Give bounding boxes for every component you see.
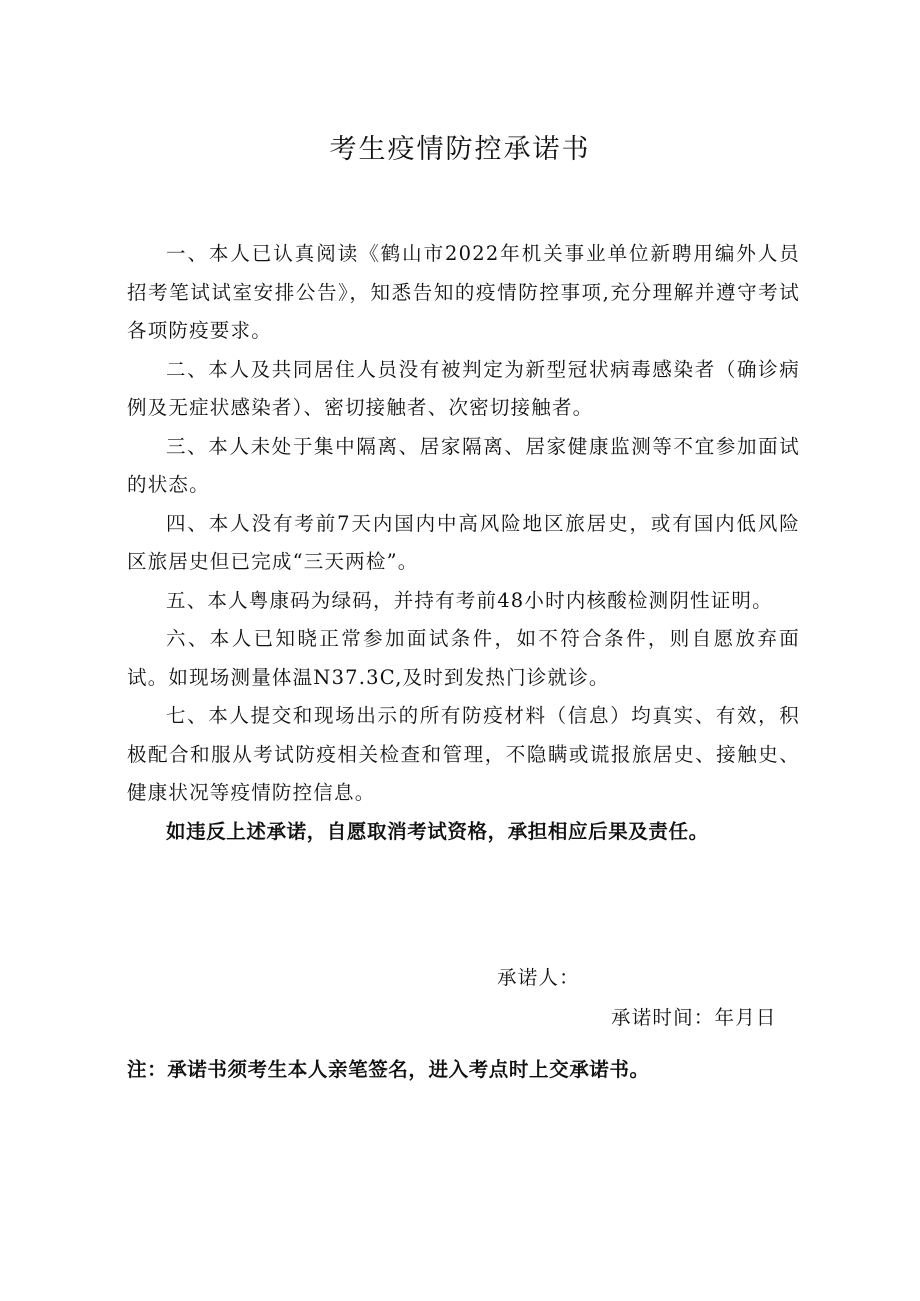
signer-label: 承诺人：	[497, 966, 580, 989]
declaration: 如违反上述承诺，自愿取消考试资格，承担相应后果及责任。	[166, 819, 709, 843]
footnote: 注：承诺书须考生本人亲笔签名，进入考点时上交承诺书。	[127, 1058, 650, 1081]
paragraph-1: 一、本人已认真阅读《鹤山市2022年机关事业单位新聘用编外人员招考笔试试室安排公告》，知悉告知的疫情防控事项,充分理解并遵守考试各项防疫要求。	[127, 242, 800, 342]
sign-date-label: 承诺时间：年月日	[611, 1006, 777, 1029]
paragraph-7: 七、本人提交和现场出示的所有防疫材料（信息）均真实、有效，积极配合和服从考试防疫相关检查和管理，不隐瞒或谎报旅居史、接触史、健康状况等疫情防控信息。	[127, 704, 800, 804]
paragraph-6: 六、本人已知晓正常参加面试条件，如不符合条件，则自愿放弃面试。如现场测量体温N37.3C,及时到发热门诊就诊。	[127, 627, 800, 689]
document-body	[127, 235, 800, 851]
paragraph-4: 四、本人没有考前7天内国内中高风险地区旅居史，或有国内低风险区旅居史但已完成“三天两检”。	[127, 511, 800, 573]
paragraph-2: 二、本人及共同居住人员没有被判定为新型冠状病毒感染者（确诊病例及无症状感染者）、密切接触者、次密切接触者。	[127, 357, 800, 419]
document-title: 考生疫情防控承诺书	[329, 134, 591, 165]
paragraph-3: 三、本人未处于集中隔离、居家隔离、居家健康监测等不宜参加面试的状态。	[127, 434, 800, 496]
paragraph-5: 五、本人粤康码为绿码，并持有考前48小时内核酸检测阴性证明。	[166, 588, 773, 612]
